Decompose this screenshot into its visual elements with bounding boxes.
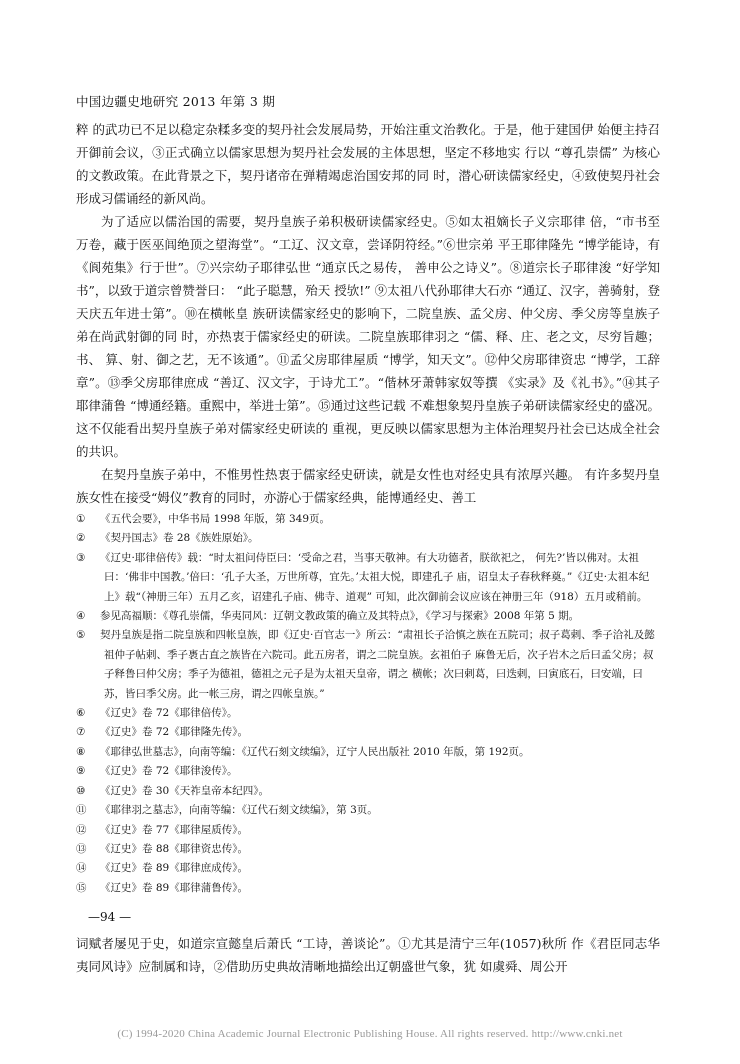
footnote-text: 《耶律弘世墓志》，向南等编：《辽代石刻文续编》，辽宁人民出版社 2010 年版，第 192页。	[100, 745, 530, 758]
copyright-footer: (C) 1994-2020 China Academic Journal Electronic Publishing House. All rights reserved. http://www.cnki.net	[117, 1028, 623, 1040]
footnote-text: 《辽史》卷 77《耶律屋质传》。	[100, 823, 248, 836]
continued-text	[76, 932, 660, 978]
footnote-marker: ⑫	[76, 823, 87, 836]
footnote-marker: ⑭	[76, 862, 87, 875]
footnote-text: 《五代会要》，中华书局 1998 年版，第 349页。	[100, 513, 331, 525]
footnote	[76, 743, 660, 762]
footnote-marker: ③	[76, 551, 86, 564]
footnote-text: 《辽史》卷 72《耶律倍传》。	[100, 707, 238, 720]
footnote-marker: ⑦	[76, 726, 86, 739]
footnote-marker: ⑩	[76, 784, 86, 797]
footnote-text: 《契丹国志》卷 28《族姓原始》。	[100, 532, 259, 545]
footnote	[76, 529, 660, 548]
footnote	[76, 879, 660, 898]
footnote	[76, 840, 660, 859]
footnote	[76, 782, 660, 801]
footnote-text: 《辽史》卷 88《耶律资忠传》。	[100, 842, 248, 855]
footnote-marker: ⑨	[76, 765, 86, 778]
footnote-marker: ⑧	[76, 745, 86, 758]
footnote	[76, 859, 660, 878]
footnote	[76, 704, 660, 723]
footnote-text: 《辽史》卷 89《耶律蒲鲁传》。	[100, 881, 248, 894]
body-paragraph: 为了适应以儒治国的需要，契丹皇族子弟积极研读儒家经史。⑤如太祖嫡长子义宗耶律 倍，“市书至万卷，藏于医巫闾绝顶之望海堂”。“工辽、汉文章，尝译阴符经。”⑥世宗弟 平王耶律隆先 “博学能诗，有《阆苑集》行于世”。⑦兴宗幼子耶律弘世 “通京氏之易传， 善申公之诗义”。⑧道宗长子耶律浚 “好学知书”，以致于道宗曾赞誉曰： “此子聪慧，殆天 授欤!” ⑨太祖八代孙耶律大石亦 “通辽、汉字，善骑射，登天庆五年进士第”。⑩在横帐皇 族研读儒家经史的影响下，二院皇族、孟父房、仲父房、季父房等皇族子弟在尚武射御的同 时，亦热衷于儒家经史的研读。二院皇族耶律羽之 “儒、释、庄、老之文，尽穷旨趣；书、 算、射、御之艺，无不该通”。⑪孟父房耶律屋质 “博学，知天文”。⑫仲父房耶律资忠 “博学，工辞章”。⑬季父房耶律庶成 “善辽、汉文字，于诗尤工”。“偕林牙萧韩家奴等撰 《实录》及《礼书》。”⑭其子耶律蒲鲁 “博通经籍。重熙中，举进士第”。⑮通过这些记载 不难想象契丹皇族子弟研读儒家经史的盛况。这不仅能看出契丹皇族子弟对儒家经史研读的 重视，更反映以儒家思想为主体治理契丹社会已达成全社会的共识。	[76, 214, 660, 459]
footnote	[76, 762, 660, 781]
footnote-text: 契丹皇族是指二院皇族和四帐皇族，即《辽史·百官志一》所云：“肃祖长子洽慎之族在五院司；叔子葛剌、季子洽礼及懿祖仲子帖剌、季子褭古直之族皆在六院司。此五房者，谓之二院皇族。玄祖伯子 麻鲁无后，次子岩木之后曰孟父房；叔子释鲁曰仲父房；季子为德祖，德祖之元子是为太祖天皇帝，谓之 横帐；次曰剌葛，曰迭剌，曰寅底石，曰安端，曰苏，皆曰季父房。此一帐三房，谓之四帐皇族。”	[100, 629, 655, 700]
footnote	[76, 801, 660, 820]
footnote-text: 《辽史》卷 89《耶律庶成传》。	[100, 862, 248, 875]
footnote	[76, 723, 660, 742]
footnote-text: 《辽史》卷 72《耶律浚传》。	[100, 765, 238, 778]
footnote-marker: ②	[76, 532, 86, 545]
body-paragraph: 词赋者屡见于史，如道宗宣懿皇后萧氏 “工诗，善谈论”。①尤其是清宁三年(1057)秋所 作《君臣同志华夷同风诗》应制属和诗，②借助历史典故清晰地描绘出辽朝盛世气象，犹 如虞舜、周公开	[76, 936, 660, 974]
footnote-text: 《耶律羽之墓志》，向南等编：《辽代石刻文续编》，第 3页。	[100, 804, 378, 817]
running-header: 中国边疆史地研究 2013 年第 3 期	[76, 94, 276, 109]
body-paragraph: 在契丹皇族子弟中，不惟男性热衷于儒家经史研读，就是女性也对经史具有浓厚兴趣。 有许多契丹皇族女性在接受“姆仪”教育的同时，亦游心于儒家经典，能博通经史、善工	[76, 467, 660, 505]
footnote-text: 《辽史》卷 72《耶律隆先传》。	[100, 726, 248, 739]
footnote-marker: ⑥	[76, 707, 86, 720]
footnote	[76, 607, 660, 626]
footnote-text: 《辽史·耶律倍传》载：“时太祖问侍臣曰：‘受命之君，当事天敬神。有大功德者，朕欲祀之， 何先?’皆以佛对。太祖曰：‘佛非中国教。’倍曰：‘孔子大圣，万世所尊，宜先。’太祖大悦，即建孔子 庙，诏皇太子春秋释奠。”《辽史·太祖本纪上》载“（神册三年）五月乙亥，诏建孔子庙、佛寺、道观” 可知，此次御前会议应该在神册三年（918）五月或稍前。	[100, 551, 650, 603]
footnotes	[76, 510, 660, 898]
footnote	[76, 510, 660, 529]
footnote-marker: ⑤	[76, 629, 86, 642]
footnote-marker: ⑮	[76, 881, 87, 894]
footnote-text: 参见高福顺：《尊孔崇儒，华夷同风：辽朝文教政策的确立及其特点》，《学习与探索》2008 年第 5 期。	[100, 610, 580, 623]
footnote-marker: ⑪	[76, 804, 87, 817]
footnote-text: 《辽史》卷 30《天祚皇帝本纪四》。	[100, 784, 269, 797]
page-number: —94 —	[88, 910, 132, 924]
body-paragraph: 粹 的武功已不足以稳定杂糅多变的契丹社会发展局势，开始注重文治教化。于是，他于建国伊 始便主持召开御前会议，③正式确立以儒家思想为契丹社会发展的主体思想，坚定不移地实 行以 “尊孔崇儒” 为核心的文教政策。在此背景之下，契丹诸帝在弹精竭虑治国安邦的同 时，潜心研读儒家经史，④致使契丹社会形成习儒诵经的新风尚。	[76, 122, 660, 206]
footnote	[76, 821, 660, 840]
footnote-marker: ⑬	[76, 842, 87, 855]
body-text	[76, 118, 660, 509]
footnote	[76, 626, 660, 704]
footnote	[76, 549, 660, 607]
footnote-marker: ①	[76, 513, 86, 525]
footnote-marker: ④	[76, 610, 86, 623]
